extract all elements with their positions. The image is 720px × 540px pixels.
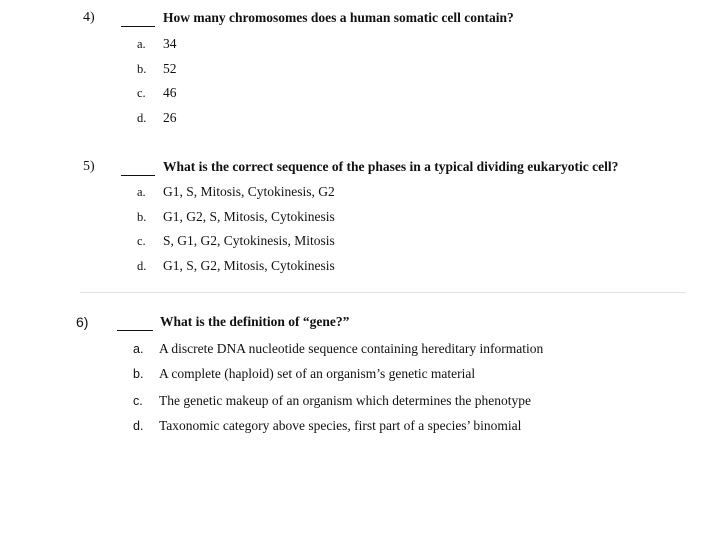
question-text: What is the correct sequence of the phases in a typical dividing eukaryotic cell? [163, 159, 619, 174]
option-letter: d. [137, 111, 147, 125]
option-letter: a. [133, 342, 144, 356]
option-letter: a. [137, 37, 146, 51]
option-text: S, G1, G2, Cytokinesis, Mitosis [163, 233, 335, 248]
option-d [137, 110, 177, 126]
option-letter: d. [137, 259, 147, 273]
option-a [133, 341, 543, 357]
option-b [133, 366, 475, 382]
option-text: 26 [163, 110, 177, 125]
option-text: The genetic makeup of an organism which determines the phenotype [159, 393, 532, 408]
option-d [133, 418, 521, 434]
option-text: 34 [163, 36, 177, 51]
option-letter: c. [137, 234, 146, 248]
option-text: A complete (haploid) set of an organism’s genetic material [159, 366, 476, 381]
answer-blank[interactable] [117, 330, 153, 331]
option-b [137, 61, 177, 77]
option-c [133, 393, 531, 409]
option-text: A discrete DNA nucleotide sequence containing hereditary information [159, 341, 544, 356]
option-letter: c. [137, 86, 146, 100]
option-letter: a. [137, 185, 146, 199]
option-d [137, 258, 335, 274]
option-text: G1, G2, S, Mitosis, Cytokinesis [163, 209, 335, 224]
option-text: 52 [163, 61, 177, 76]
section-divider [80, 292, 686, 293]
option-letter: b. [133, 367, 144, 381]
question-text: How many chromosomes does a human somatic cell contain? [163, 10, 514, 25]
question-text: What is the definition of “gene?” [160, 314, 350, 329]
option-letter: b. [137, 62, 147, 76]
answer-blank[interactable] [121, 175, 155, 176]
option-text: G1, S, G2, Mitosis, Cytokinesis [163, 258, 335, 273]
question-number: 5) [83, 159, 95, 174]
option-b [137, 209, 335, 225]
option-c [137, 233, 335, 249]
option-a [137, 36, 177, 52]
option-text: G1, S, Mitosis, Cytokinesis, G2 [163, 184, 335, 199]
option-letter: d. [133, 419, 144, 433]
question-number: 6) [76, 314, 89, 330]
option-text: 46 [163, 85, 177, 100]
option-a [137, 184, 335, 200]
option-letter: b. [137, 210, 147, 224]
option-text: Taxonomic category above species, first part of a species’ binomial [159, 418, 522, 433]
answer-blank[interactable] [121, 26, 155, 27]
question-number: 4) [83, 10, 95, 25]
option-c [137, 85, 177, 101]
option-letter: c. [133, 394, 143, 408]
